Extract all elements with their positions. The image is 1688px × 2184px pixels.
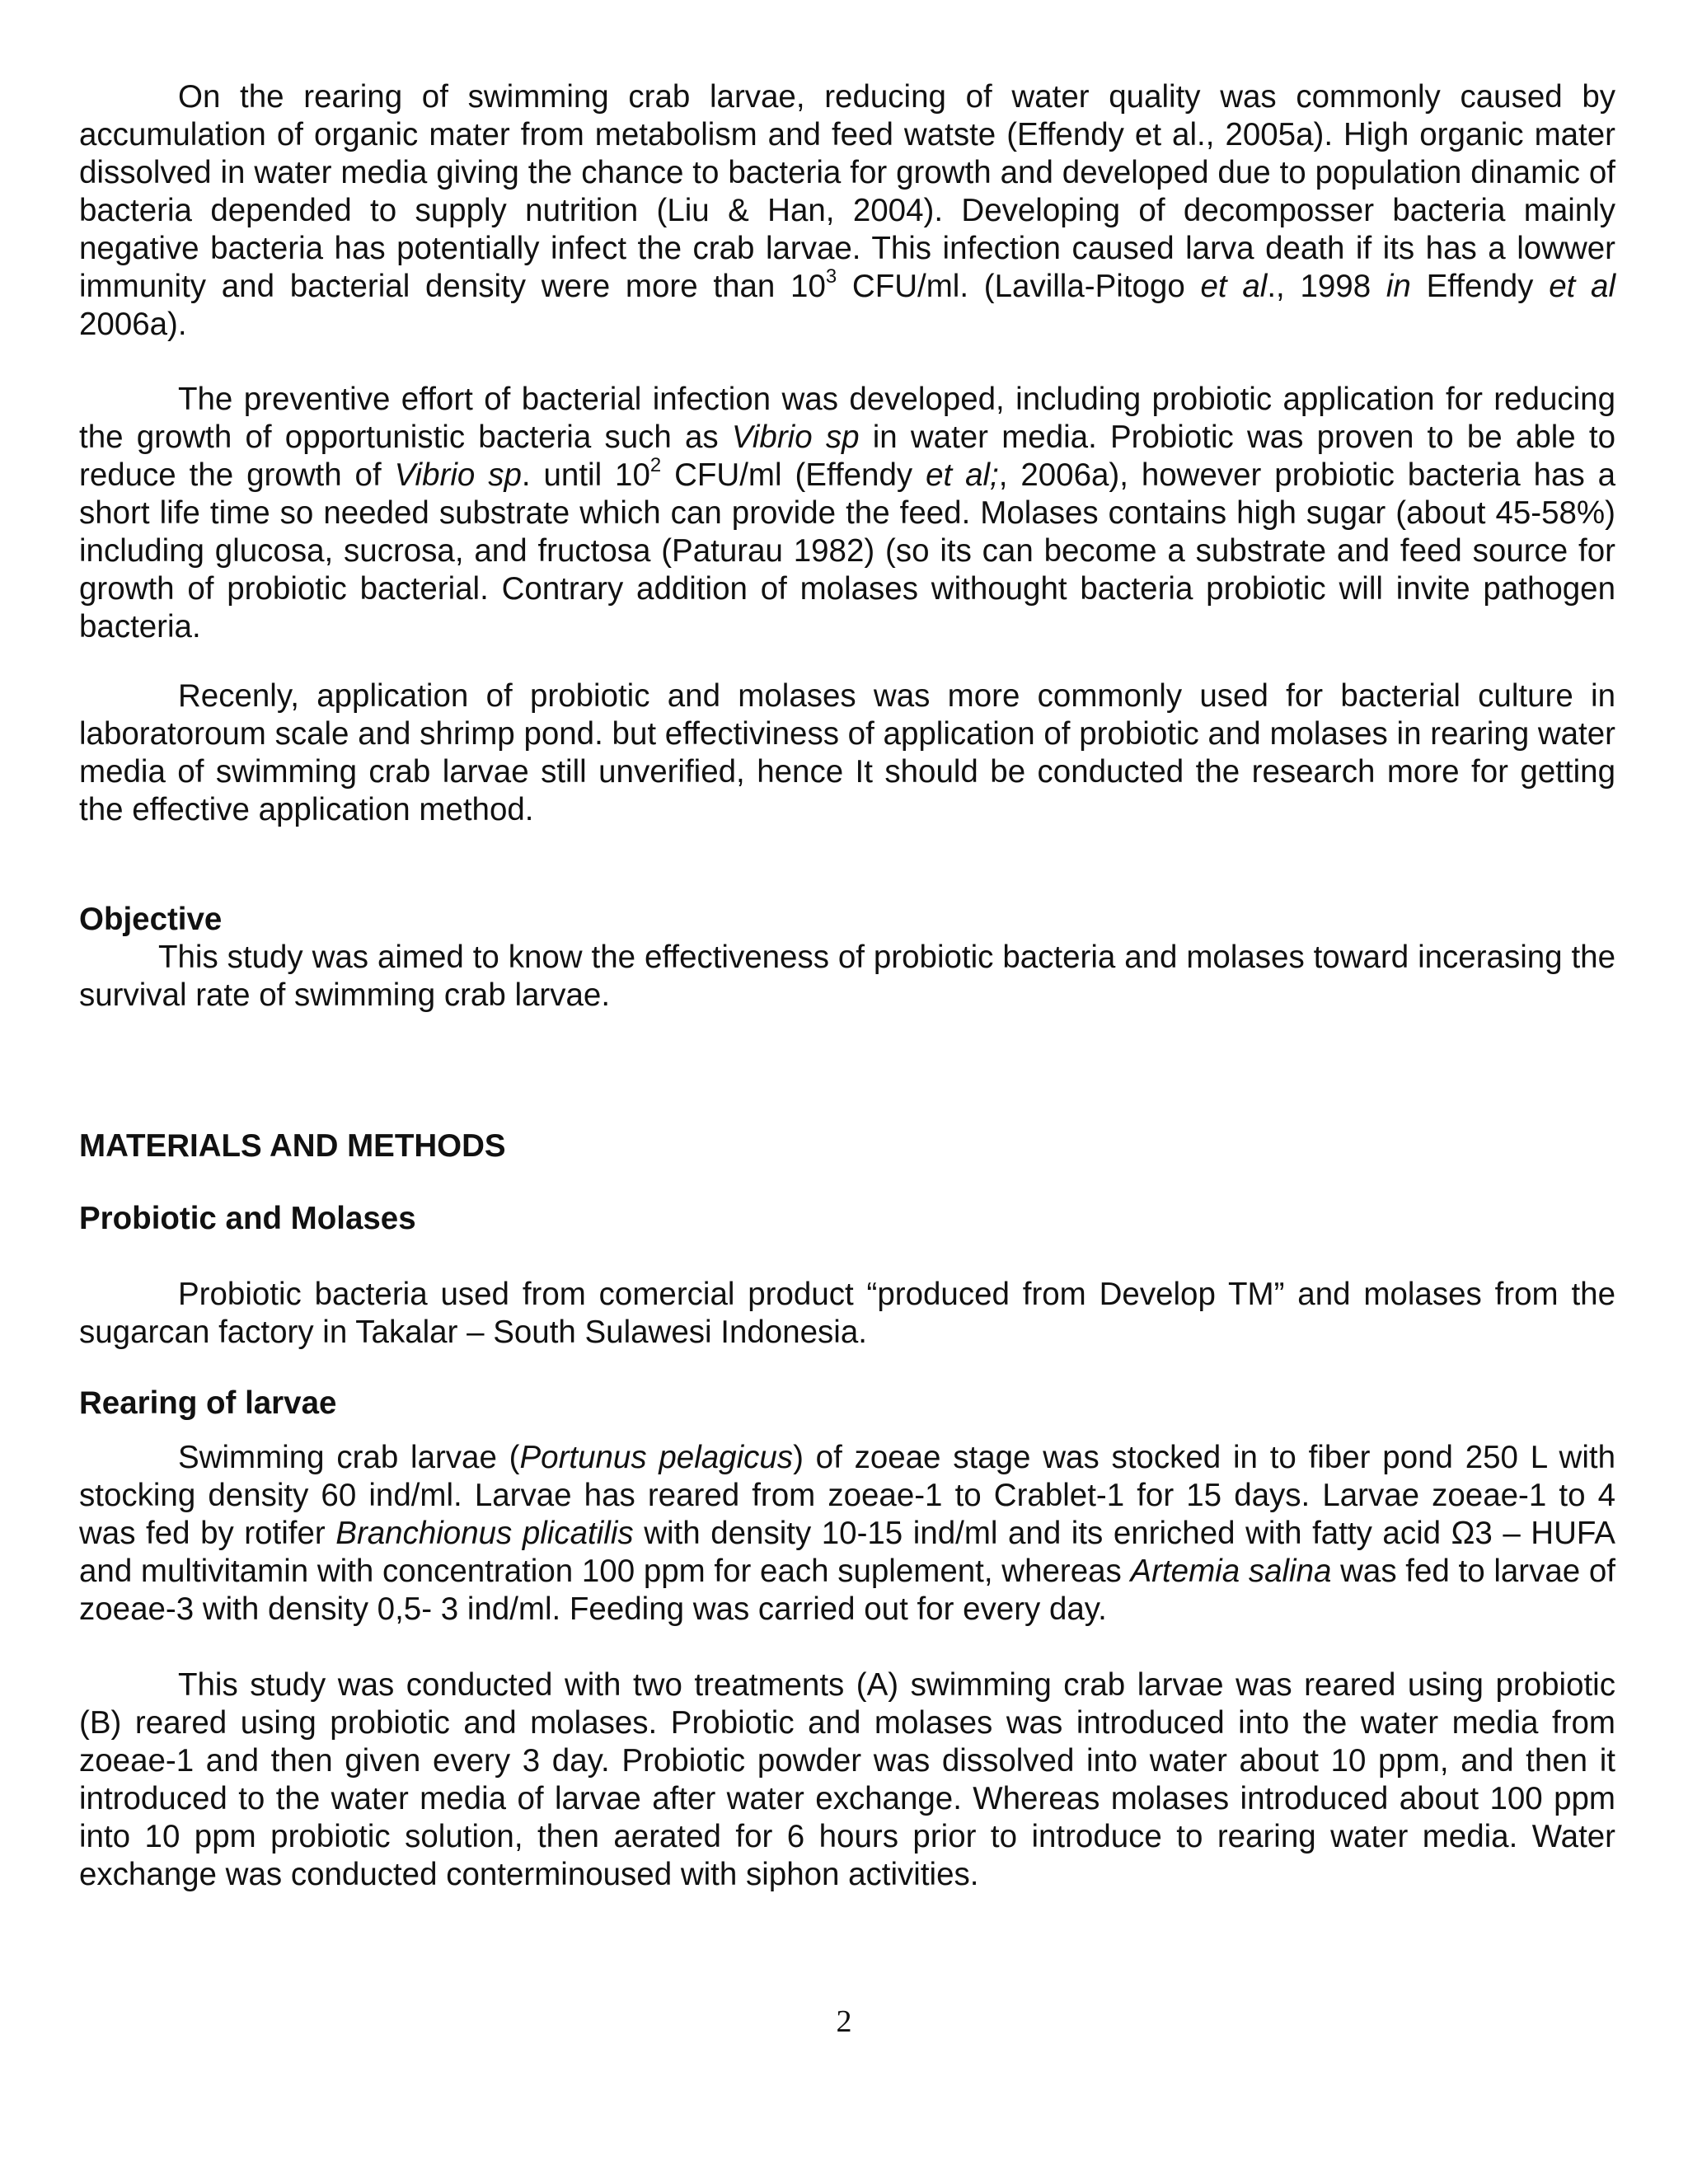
page-number: 2 xyxy=(836,2004,852,2039)
text-run: with density 10-15 ind/ml and its enriched with fatty acid Ω3 – HUFA and multivitamin with concentration 100 ppm for each suplement, whereas xyxy=(79,1516,1615,1589)
italic-run: Artemia salina xyxy=(1130,1554,1332,1589)
text-run: CFU/ml. (Lavilla-Pitogo xyxy=(837,269,1201,304)
superscript: 3 xyxy=(825,265,837,288)
italic-run: Portunus pelagicus xyxy=(519,1440,794,1475)
text-run: ) of zoeae stage was stocked in to fiber pond 250 L with stocking density 60 ind/ml. Larvae has reared from zoeae-1 to Crablet-1 for 15 days. Larvae zoeae-1 to 4 was fed by rotifer xyxy=(79,1440,1615,1551)
materials-methods-heading: MATERIALS AND METHODS xyxy=(79,1128,506,1164)
italic-run: et al xyxy=(1200,269,1268,304)
probiotic-molases-heading: Probiotic and Molases xyxy=(79,1201,416,1236)
objective-heading: Objective xyxy=(79,902,223,937)
italic-run: et al; xyxy=(926,457,999,493)
text-run: ., 1998 xyxy=(1267,269,1386,304)
superscript: 2 xyxy=(649,453,662,476)
rearing-paragraph-2: This study was conducted with two treatments (A) swimming crab larvae was reared using probiotic (B) reared using probiotic and molases. Probiotic and molases was introduced into the water media from zoeae-1 and then given every 3 day. Probiotic powder was dissolved into water about 10 ppm, and then it introduced to the water media of larvae after water exchange. Whereas molases introduced about 100 ppm into 10 ppm probiotic solution, then aerated for 6 hours prior to introduce to rearing water media. Water exchange was conducted conterminoused with siphon activities. xyxy=(79,1667,1615,1892)
text-run: was fed to larvae of zoeae-3 with density 0,5- 3 ind/ml. Feeding was carried out for every day. xyxy=(79,1554,1615,1627)
rearing-larvae-heading: Rearing of larvae xyxy=(79,1385,337,1421)
objective-text: This study was aimed to know the effectiveness of probiotic bacteria and molases toward incerasing the survival rate of swimming crab larvae. xyxy=(79,940,1615,1013)
text-run: Swimming crab larvae ( xyxy=(178,1440,520,1475)
probiotic-molases-text: Probiotic bacteria used from comercial product “produced from Develop TM” and molases from the sugarcan factory in Takalar – South Sulawesi Indonesia. xyxy=(79,1277,1615,1350)
italic-run: et al xyxy=(1549,269,1616,304)
text-run: CFU/ml (Effendy xyxy=(661,457,926,493)
text-run: 2006a). xyxy=(79,307,187,342)
text-run: . until 10 xyxy=(521,457,650,493)
italic-run: in xyxy=(1386,269,1411,304)
italic-run: Branchionus plicatilis xyxy=(335,1516,634,1551)
text-run: Effendy xyxy=(1410,269,1550,304)
italic-run: Vibrio sp xyxy=(394,457,522,493)
text-run: On the rearing of swimming crab larvae, reducing of water quality was commonly caused by accumulation of organic mater from metabolism and feed watste (Effendy et al., 2005a). High organic mater dissolved in water media giving the chance to bacteria for growth and developed due to population dinamic of bacteria depended to supply nutrition (Liu & Han, 2004). Developing of decomposser bacteria mainly negative bacteria has potentially infect the crab larvae. This infection caused larva death if its has a lowwer immunity and bacterial density were more than 10 xyxy=(79,79,1615,304)
intro-paragraph-3: Recenly, application of probiotic and molases was more commonly used for bacterial culture in laboratoroum scale and shrimp pond. but effectiviness of application of probiotic and molases in rearing water media of swimming crab larvae still unverified, hence It should be conducted the research more for getting the effective application method. xyxy=(79,678,1615,827)
text-run: The preventive effort of bacterial infection was developed, including probiotic application for reducing the growth of opportunistic bacteria such as xyxy=(79,382,1615,455)
text-run: , 2006a), however probiotic bacteria has a short life time so needed substrate which can provide the feed. Molases contains high sugar (about 45-58%) including glucosa, sucrosa, and fructosa (Paturau 1982) (so its can become a substrate and feed source for growth of probiotic bacterial. Contrary addition of molases withought bacteria probiotic will invite pathogen bacteria. xyxy=(79,457,1616,644)
italic-run: Vibrio sp xyxy=(731,419,860,455)
rearing-paragraph-1 xyxy=(79,1439,1615,1629)
intro-paragraph-2 xyxy=(79,381,1615,646)
intro-paragraph-1 xyxy=(79,78,1615,344)
text-run: in water media. Probiotic was proven to be able to reduce the growth of xyxy=(79,419,1616,493)
